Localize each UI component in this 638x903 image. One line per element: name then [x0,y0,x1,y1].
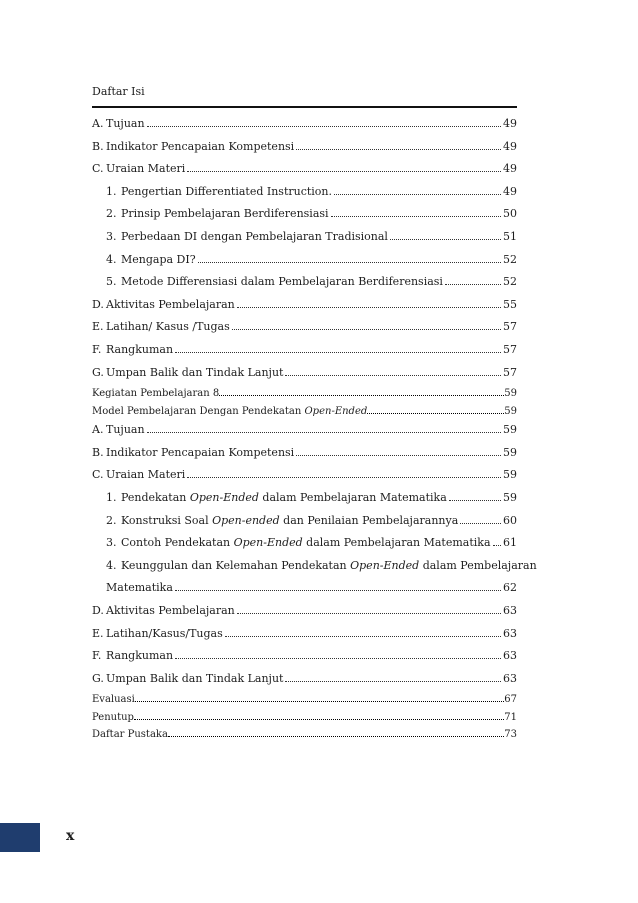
toc-dot-leader [296,454,501,456]
toc-entry-title [106,253,196,266]
toc-page-number: 51 [503,230,517,243]
toc-dot-leader [237,306,501,308]
toc-entry[interactable] [92,366,517,379]
toc-entry-text: Evaluasi [92,694,135,706]
toc-entry-number: A. [92,423,104,437]
toc-entry-text: Metode Differensiasi dalam Pembelajaran Berdiferensiasi [121,275,443,289]
toc-entry-title [92,298,235,311]
toc-entry-text: Penutup [92,711,134,723]
toc-dot-leader [367,412,504,414]
toc-entry-text: Indikator Pencapaian Kompetensi [106,139,295,153]
toc-entry[interactable] [106,275,517,288]
toc-entry[interactable] [92,320,517,333]
toc-entry-title [106,207,329,220]
toc-page-number: 67 [504,694,517,706]
toc-entry[interactable] [106,230,517,243]
toc-entry-number: 3. [106,536,117,550]
toc-entry-number: A. [92,117,104,130]
toc-entry-text: Pengertian Differentiated Instruction. [121,184,333,198]
toc-entry-text: Daftar Pustaka [92,729,168,741]
toc-entry[interactable] [106,253,517,266]
toc-page-number: 49 [503,184,517,198]
toc-entry-number: 1. [106,491,117,504]
toc-entry-title [106,491,447,504]
toc-entry-text-tail: dalam Pembelajaran Matematika [302,536,491,550]
toc-page-number: 59 [503,445,517,459]
toc-entry[interactable] [92,117,517,130]
toc-entry[interactable] [92,298,517,311]
toc-entry-text: Indikator Pencapaian Kompetensi [106,445,295,459]
toc-dot-leader [134,718,504,720]
toc-entry[interactable] [92,140,517,153]
toc-dot-leader [198,261,501,263]
toc-entry[interactable] [92,423,517,436]
toc-entry-title [92,712,134,723]
toc-entry[interactable] [106,536,517,549]
toc-entry-number: E. [92,626,104,640]
toc-entry-number: E. [92,320,104,334]
toc-entry-text: Aktivitas Pembelajaran [106,297,235,311]
toc-entry-text: Latihan/ Kasus /Tugas [106,320,230,334]
toc-page-number: 59 [504,388,517,400]
toc-entry[interactable] [106,185,517,198]
toc-dot-leader [147,431,501,433]
toc-dot-leader [493,544,501,546]
toc-page-number: 50 [503,207,517,221]
toc-dot-leader [285,374,501,376]
toc-entry-text: Umpan Balik dan Tindak Lanjut [106,671,284,685]
toc-dot-leader [187,476,501,478]
toc-entry-title [92,343,173,356]
toc-entry-number: D. [92,297,104,311]
toc-entry-title [92,406,367,417]
toc-entry-title [92,366,283,379]
toc-entry-emphasis: Open-Ended [189,491,259,504]
toc-dot-leader [237,612,501,614]
toc-page-number: 57 [503,320,517,334]
toc-page-number: 60 [503,513,517,527]
toc-dot-leader [390,238,501,240]
toc-entry-text: Pendekatan [121,491,190,504]
toc-page-number: 71 [504,711,517,723]
toc-entry-text: Rangkuman [106,649,174,663]
toc-page-number: 57 [503,365,517,379]
toc-entry[interactable] [92,406,517,417]
toc-entry-title [92,320,230,333]
toc-entry-number: F. [92,343,102,356]
toc-entry-text-tail: dalam Pembelajaran Matematika [258,491,447,504]
toc-page-number: 49 [503,162,517,176]
toc-entry-title [92,627,223,640]
toc-entry-number: 2. [106,513,117,527]
toc-page-number: 55 [503,297,517,311]
toc-page-number: 62 [503,581,517,595]
toc-entry-text: Uraian Materi [106,162,186,176]
toc-dot-leader [449,499,501,501]
header-rule [92,106,517,108]
toc-dot-leader [460,522,501,524]
toc-entry-emphasis: Open-Ended [304,405,368,417]
toc-dot-leader [187,170,501,172]
toc-entry-text: Rangkuman [106,343,174,356]
toc-entry[interactable] [106,514,517,527]
toc-entry-wrapped-first-line[interactable] [92,559,537,572]
toc-entry-title [92,140,294,153]
toc-entry[interactable] [92,388,517,399]
toc-page-number: 59 [504,405,517,417]
toc-entry[interactable] [92,712,517,723]
toc-page-number: 57 [503,343,517,356]
toc-entry[interactable] [92,694,517,705]
toc-entry-number: 4. [106,252,117,266]
toc-page-number: 63 [503,626,517,640]
toc-entry[interactable] [92,162,517,175]
toc-dot-leader [175,657,501,659]
toc-dot-leader [219,394,504,396]
toc-page-number: 49 [503,139,517,153]
toc-entry-text: Tujuan [106,423,145,437]
toc-page-number: 49 [503,117,517,130]
toc-entry[interactable] [92,604,517,617]
toc-entry-number: 4. [106,558,117,572]
toc-entry-title [106,275,443,288]
toc-entry-text: Uraian Materi [106,468,186,482]
toc-entry-title [92,604,235,617]
toc-entry[interactable] [92,468,517,481]
toc-page-number: 63 [503,671,517,685]
toc-entry-text: Latihan/Kasus/Tugas [106,626,223,640]
toc-entry[interactable] [106,581,517,594]
toc-dot-leader [232,328,501,330]
toc-page-number: 61 [503,536,517,550]
toc-entry-number: B. [92,445,104,459]
toc-dot-leader [135,700,504,702]
toc-dot-leader [225,635,501,637]
toc-entry-text-tail: dalam Pembelajaran [419,558,537,572]
toc-entry-number: G. [92,671,104,685]
toc-entry-text: Contoh Pendekatan [121,536,234,550]
toc-entry-title [92,423,145,436]
toc-dot-leader [175,589,501,591]
toc-dot-leader [168,735,504,737]
toc-entry-title [92,672,283,685]
toc-entry-text: Aktivitas Pembelajaran [106,604,235,617]
toc-dot-leader [175,351,501,353]
toc-entry[interactable] [92,672,517,685]
toc-page-number: 52 [503,275,517,289]
toc-entry-emphasis: Open-Ended [233,536,303,550]
toc-entry-title [106,514,458,527]
toc-entry[interactable] [92,649,517,662]
toc-entry-title [92,388,219,399]
toc-entry-title [92,162,185,175]
toc-entry[interactable] [92,446,517,459]
toc-entry[interactable] [106,207,517,220]
toc-entry-number: B. [92,139,104,153]
toc-entry-emphasis: Open-ended [212,513,280,527]
toc-entry[interactable] [92,343,517,356]
toc-entry-text-tail: dan Penilaian Pembelajarannya [279,513,459,527]
toc-entry-text: Model Pembelajaran Dengan Pendekatan [92,405,305,417]
toc-entry-text: Kegiatan Pembelajaran 8 [92,388,220,400]
toc-entry-title [92,468,185,481]
toc-entry-text: Umpan Balik dan Tindak Lanjut [106,365,284,379]
toc-entry-text: Mengapa DI? [121,252,196,266]
toc-entry-text: Keunggulan dan Kelemahan Pendekatan [121,558,351,572]
toc-entry-title [106,185,332,198]
toc-entry-title [92,117,145,130]
toc-entry-text: Konstruksi Soal [121,513,213,527]
toc-entry[interactable] [92,729,517,740]
toc-dot-leader [147,125,501,127]
page-number: x [66,828,75,844]
footer-color-block [0,823,40,852]
toc-entry-number: G. [92,365,104,379]
toc-entry-continuation: Matematika [106,581,173,595]
toc-entry-number: 2. [106,207,117,221]
toc-entry-text: Perbedaan DI dengan Pembelajaran Tradisional [121,230,388,243]
toc-entry-title [92,729,168,740]
toc-entry-title [106,230,388,243]
toc-page-number: 59 [503,468,517,482]
toc-entry-number: 3. [106,230,117,243]
toc-entry-title [92,649,173,662]
toc-entry-text: Tujuan [106,117,145,130]
toc-entry-title [106,559,537,572]
toc-dot-leader [296,148,501,150]
toc-entry-number: F. [92,649,102,663]
toc-page-number: 52 [503,252,517,266]
toc-entry[interactable] [106,491,517,504]
toc-page-number: 63 [503,649,517,663]
toc-entry-title [106,536,491,549]
toc-entry-number: 1. [106,184,117,198]
toc-page-number: 59 [503,423,517,437]
toc-entry-number: 5. [106,275,117,289]
toc-dot-leader [334,193,501,195]
toc-entry-text: Prinsip Pembelajaran Berdiferensiasi [121,207,329,221]
toc-dot-leader [331,215,501,217]
toc-dot-leader [285,680,501,682]
toc-page-number: 59 [503,491,517,504]
toc-dot-leader [445,283,501,285]
page-header-title: Daftar Isi [92,85,145,98]
toc-entry-number: D. [92,604,104,617]
toc-entry-number: C. [92,162,104,176]
toc-entry-title [92,446,294,459]
toc-entry-number: C. [92,468,104,482]
toc-entry-title [92,694,135,705]
toc-page-number: 63 [503,604,517,617]
toc-entry[interactable] [92,627,517,640]
toc-page-number: 73 [504,729,517,741]
toc-entry-emphasis: Open-Ended [350,558,420,572]
